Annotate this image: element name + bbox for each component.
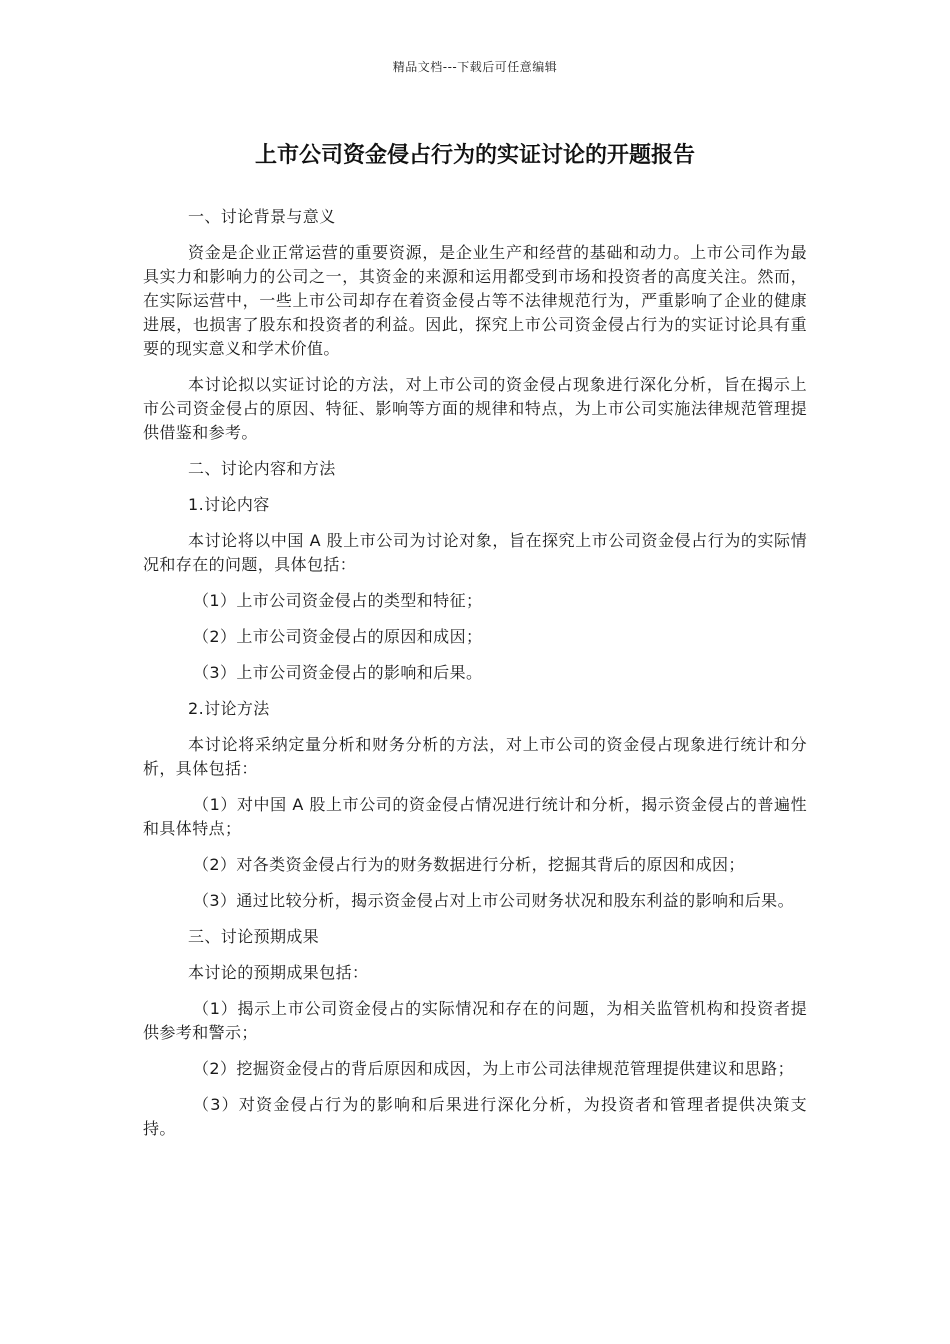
list-item: （1）上市公司资金侵占的类型和特征； — [193, 591, 483, 610]
paragraph: 本讨论将以中国 A 股上市公司为讨论对象，旨在探究上市公司资金侵占行为的实际情况和存在的问题，具体包括： — [143, 531, 807, 574]
paragraph: 本讨论的预期成果包括： — [188, 963, 369, 982]
header-note: 精品文档---下载后可任意编辑 — [392, 60, 558, 74]
section-heading-expected-results: 三、讨论预期成果 — [188, 927, 320, 946]
section-heading-background: 一、讨论背景与意义 — [188, 207, 336, 226]
list-item: （1）对中国 A 股上市公司的资金侵占情况进行统计和分析，揭示资金侵占的普遍性和具体特点； — [143, 795, 807, 838]
list-item: （2）挖掘资金侵占的背后原因和成因，为上市公司法律规范管理提供建议和思路； — [193, 1059, 794, 1078]
document-title: 上市公司资金侵占行为的实证讨论的开题报告 — [254, 143, 695, 168]
document-body — [143, 205, 807, 1153]
list-item: （3）对资金侵占行为的影响和后果进行深化分析，为投资者和管理者提供决策支持。 — [143, 1095, 807, 1138]
list-item: （2）对各类资金侵占行为的财务数据进行分析，挖掘其背后的原因和成因； — [193, 855, 745, 874]
paragraph: 资金是企业正常运营的重要资源，是企业生产和经营的基础和动力。上市公司作为最具实力和影响力的公司之一，其资金的来源和运用都受到市场和投资者的高度关注。然而，在实际运营中，一些上市公司却存在着资金侵占等不法律规范行为，严重影响了企业的健康进展，也损害了股东和投资者的利益。因此，探究上市公司资金侵占行为的实证讨论具有重要的现实意义和学术价值。 — [143, 243, 807, 358]
list-item: （3）上市公司资金侵占的影响和后果。 — [193, 663, 483, 682]
section-heading-content-method: 二、讨论内容和方法 — [188, 459, 336, 478]
subheading-method: 2.讨论方法 — [188, 699, 270, 718]
list-item: （1）揭示上市公司资金侵占的实际情况和存在的问题，为相关监管机构和投资者提供参考和警示； — [143, 999, 807, 1042]
list-item: （3）通过比较分析，揭示资金侵占对上市公司财务状况和股东利益的影响和后果。 — [193, 891, 794, 910]
paragraph: 本讨论拟以实证讨论的方法，对上市公司的资金侵占现象进行深化分析，旨在揭示上市公司资金侵占的原因、特征、影响等方面的规律和特点，为上市公司实施法律规范管理提供借鉴和参考。 — [143, 375, 807, 442]
list-item: （2）上市公司资金侵占的原因和成因； — [193, 627, 483, 646]
paragraph: 本讨论将采纳定量分析和财务分析的方法，对上市公司的资金侵占现象进行统计和分析，具体包括： — [143, 735, 807, 778]
subheading-content: 1.讨论内容 — [188, 495, 270, 514]
